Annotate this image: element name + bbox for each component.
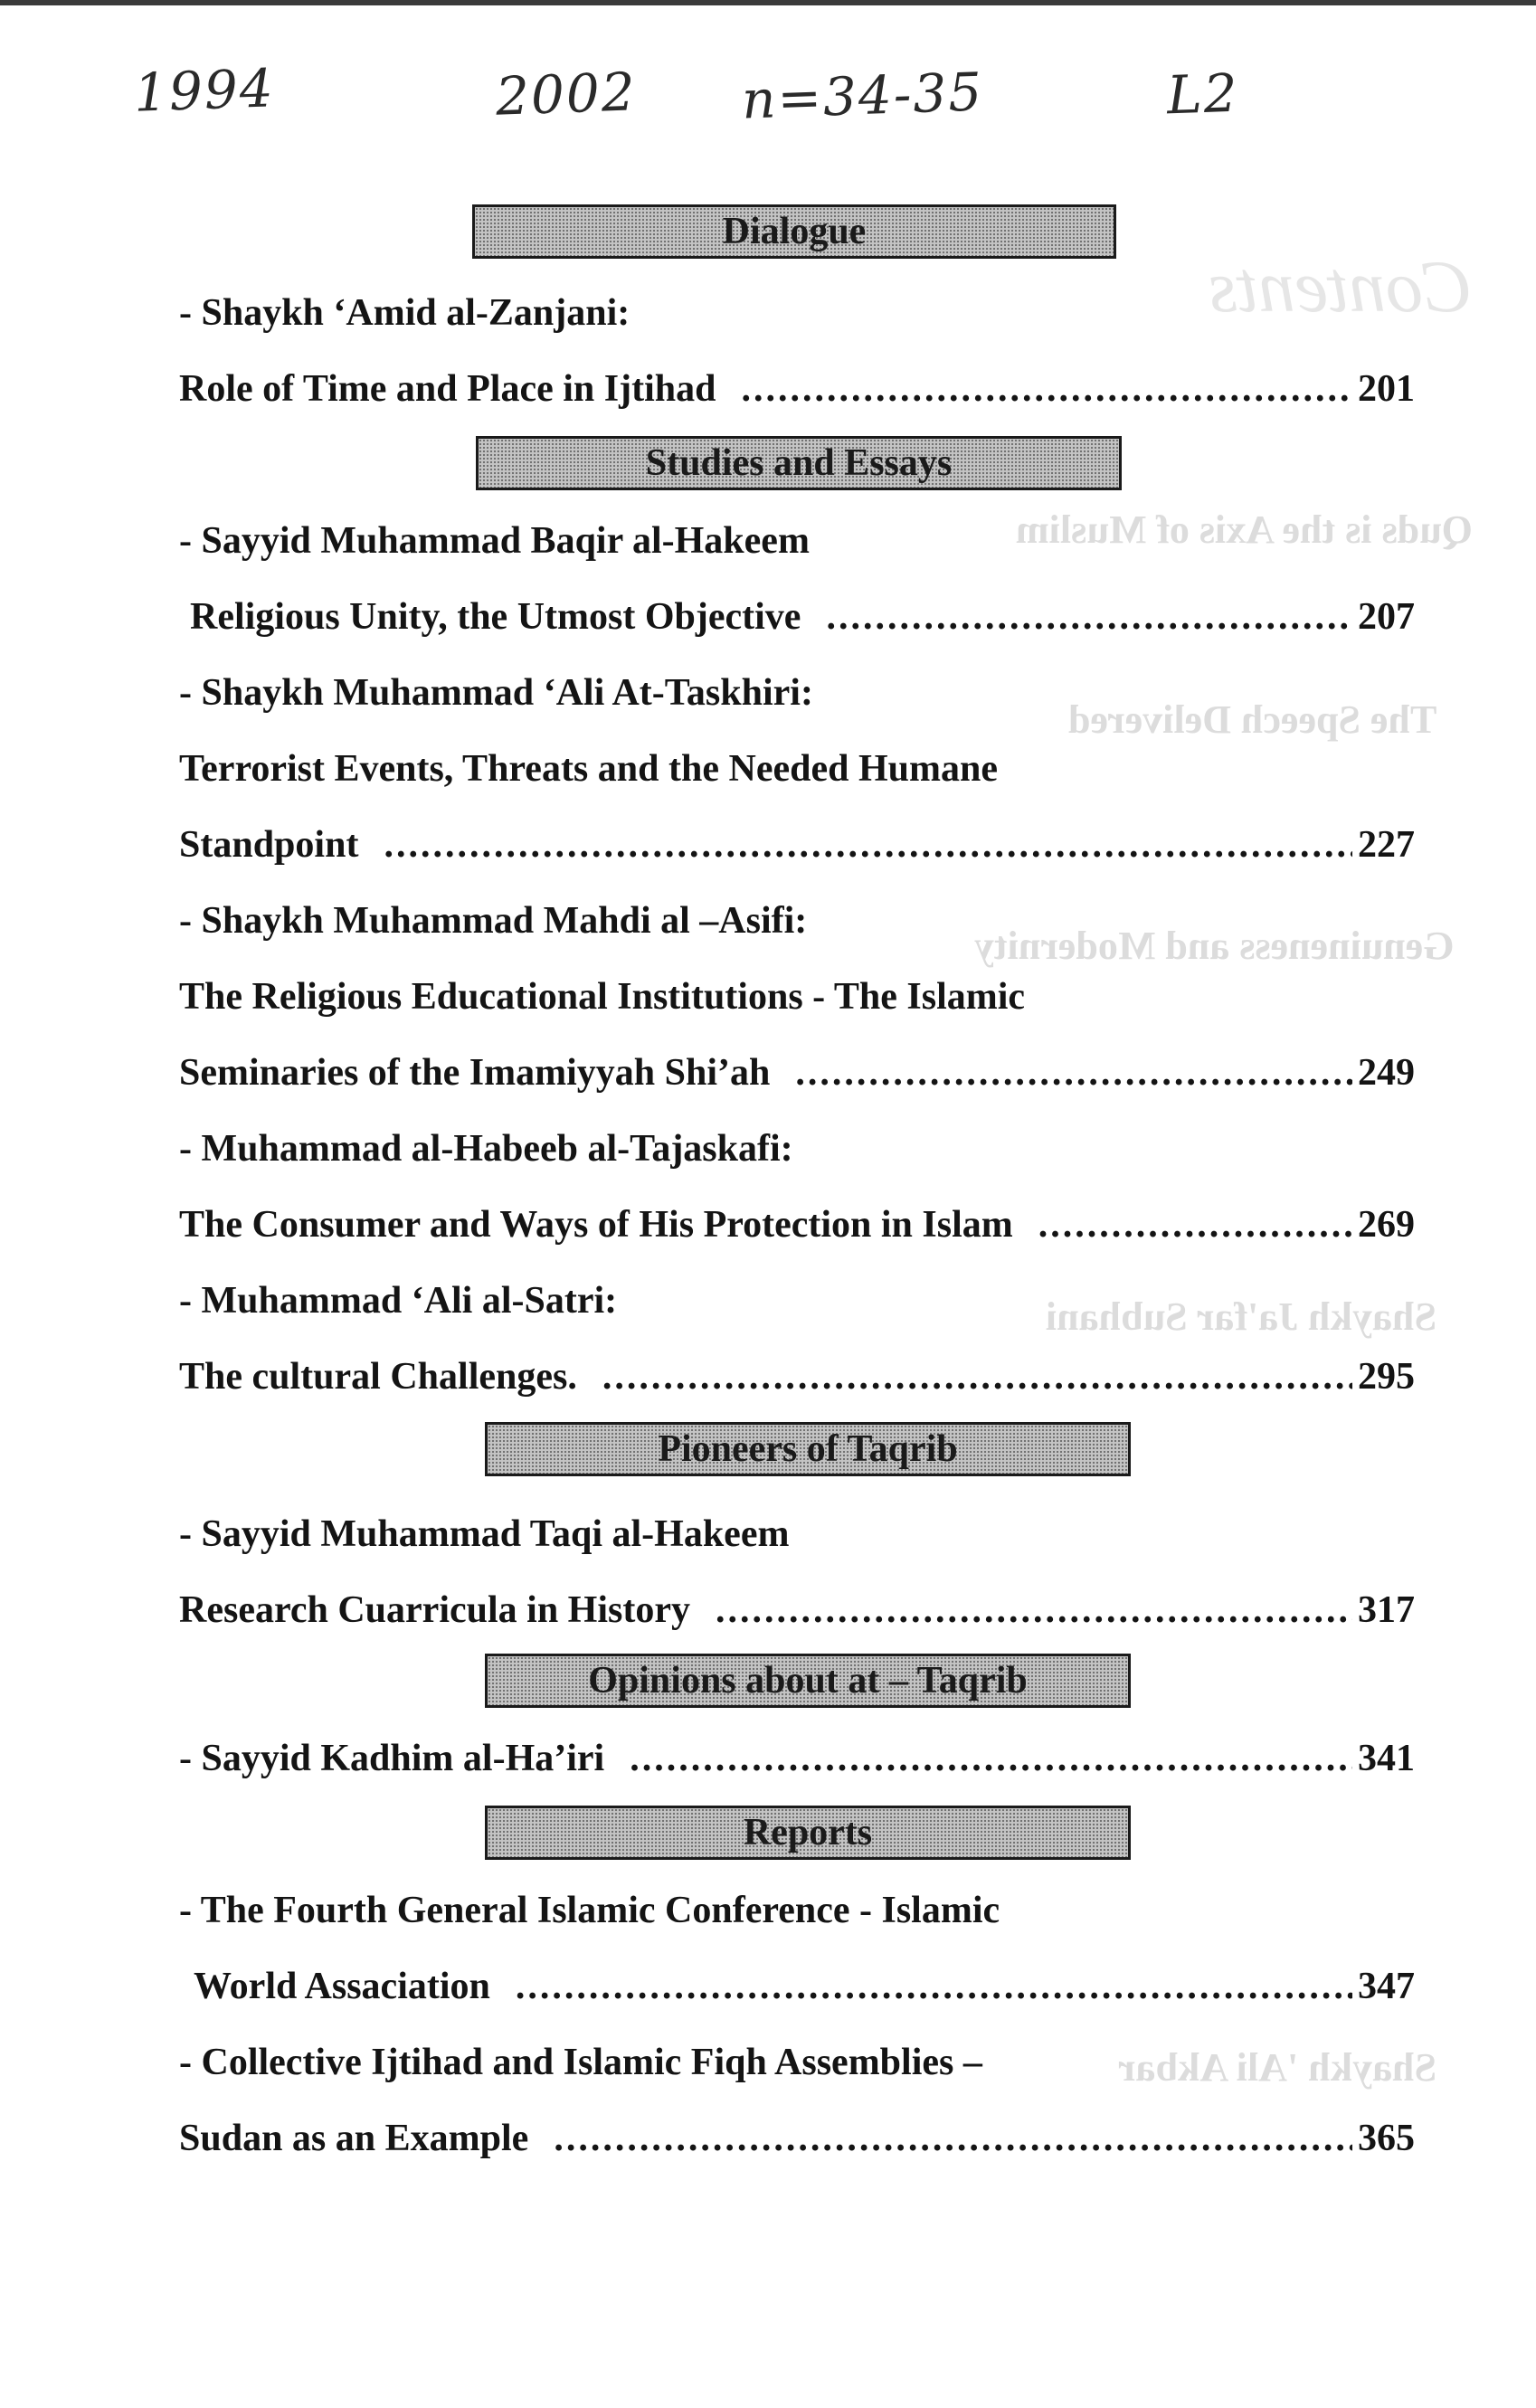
toc-page-number: 269 xyxy=(1358,1204,1415,1246)
toc-entry-title: Seminaries of the Imamiyyah Shi’ah xyxy=(179,1052,771,1094)
toc-page-number: 249 xyxy=(1358,1052,1415,1094)
dot-leader xyxy=(384,818,1352,872)
toc-entry-title: Religious Unity, the Utmost Objective xyxy=(190,596,801,638)
dot-leader xyxy=(554,2111,1352,2166)
toc-author-line: - Sayyid Muhammad Baqir al-Hakeem xyxy=(179,520,810,562)
show-through-heading: Contents xyxy=(1209,245,1473,327)
toc-author-line: - Sayyid Muhammad Taqi al-Hakeem xyxy=(179,1513,790,1555)
toc-title-line: The Religious Educational Institutions - The Islamic xyxy=(179,976,1026,1018)
toc-entry[interactable] xyxy=(179,1350,1415,1404)
toc-entry-title: The Consumer and Ways of His Protection in Islam xyxy=(179,1204,1013,1246)
handwritten-note-issue: n=34-35 xyxy=(740,61,985,131)
toc-page-number: 201 xyxy=(1358,368,1415,410)
toc-page-number: 365 xyxy=(1358,2118,1415,2159)
section-header-pioneers-of-taqrib: Pioneers of Taqrib xyxy=(485,1422,1131,1476)
dot-leader xyxy=(795,1046,1352,1100)
toc-title-line: - The Fourth General Islamic Conference - Islamic xyxy=(179,1890,1000,1931)
toc-page-number: 227 xyxy=(1358,824,1415,866)
dot-leader xyxy=(826,590,1352,644)
section-header-dialogue: Dialogue xyxy=(472,204,1116,259)
toc-title-line: Terrorist Events, Threats and the Needed Humane xyxy=(179,748,998,790)
toc-entry[interactable] xyxy=(179,2111,1415,2166)
dot-leader xyxy=(1038,1198,1352,1252)
toc-entry[interactable] xyxy=(179,818,1415,872)
toc-entry-title: Standpoint xyxy=(179,824,359,866)
section-header-opinions-about-taqrib: Opinions about at – Taqrib xyxy=(485,1654,1131,1708)
toc-title-line: - Collective Ijtihad and Islamic Fiqh Assemblies – xyxy=(179,2042,982,2083)
dot-leader xyxy=(630,1731,1352,1786)
toc-entry-title: Role of Time and Place in Ijtihad xyxy=(179,368,716,410)
toc-page-number: 295 xyxy=(1358,1356,1415,1398)
toc-author-line: - Muhammad al-Habeeb al-Tajaskafi: xyxy=(179,1128,793,1170)
toc-author-line: - Shaykh ‘Amid al-Zanjani: xyxy=(179,292,631,334)
toc-page-number: 317 xyxy=(1358,1589,1415,1631)
toc-entry[interactable] xyxy=(190,590,1415,644)
toc-entry[interactable] xyxy=(179,1198,1415,1252)
toc-entry-title: Sudan as an Example xyxy=(179,2118,529,2159)
toc-entry[interactable] xyxy=(179,1583,1415,1637)
section-header-studies-and-essays: Studies and Essays xyxy=(476,436,1122,490)
toc-page-number: 347 xyxy=(1358,1966,1415,2007)
toc-entry-title: - Sayyid Kadhim al-Ha’iri xyxy=(179,1738,605,1779)
show-through-line: Shaykh 'Ali Akbar xyxy=(1117,2045,1436,2090)
dot-leader xyxy=(516,1959,1352,2014)
toc-page-number: 341 xyxy=(1358,1738,1415,1779)
show-through-line: Quds is the Axis of Muslim xyxy=(1016,507,1473,552)
toc-entry-title: The cultural Challenges. xyxy=(179,1356,577,1398)
show-through-line: Shaykh Ja'far Subhani xyxy=(1045,1294,1436,1339)
dot-leader xyxy=(716,1583,1352,1637)
handwritten-note-year-2: 2002 xyxy=(494,61,638,128)
toc-entry[interactable] xyxy=(179,1046,1415,1100)
toc-author-line: - Shaykh Muhammad ‘Ali At-Taskhiri: xyxy=(179,672,813,714)
section-header-reports: Reports xyxy=(485,1806,1131,1860)
handwritten-note-code: L2 xyxy=(1165,62,1240,127)
toc-author-line: - Muhammad ‘Ali al-Satri: xyxy=(179,1280,618,1322)
toc-entry-title: Research Cuarricula in History xyxy=(179,1589,690,1631)
toc-entry[interactable] xyxy=(179,362,1415,416)
handwritten-note-year: 1994 xyxy=(132,57,276,124)
dot-leader xyxy=(741,362,1352,416)
show-through-line: The Speech Delivered xyxy=(1067,697,1436,742)
toc-page-number: 207 xyxy=(1358,596,1415,638)
toc-author-line: - Shaykh Muhammad Mahdi al –Asifi: xyxy=(179,900,808,942)
toc-entry-title: World Assaciation xyxy=(194,1966,490,2007)
toc-entry[interactable] xyxy=(179,1731,1415,1786)
dot-leader xyxy=(602,1350,1352,1404)
toc-entry[interactable] xyxy=(194,1959,1415,2014)
show-through-line: Genuineness and Modernity xyxy=(974,924,1455,968)
